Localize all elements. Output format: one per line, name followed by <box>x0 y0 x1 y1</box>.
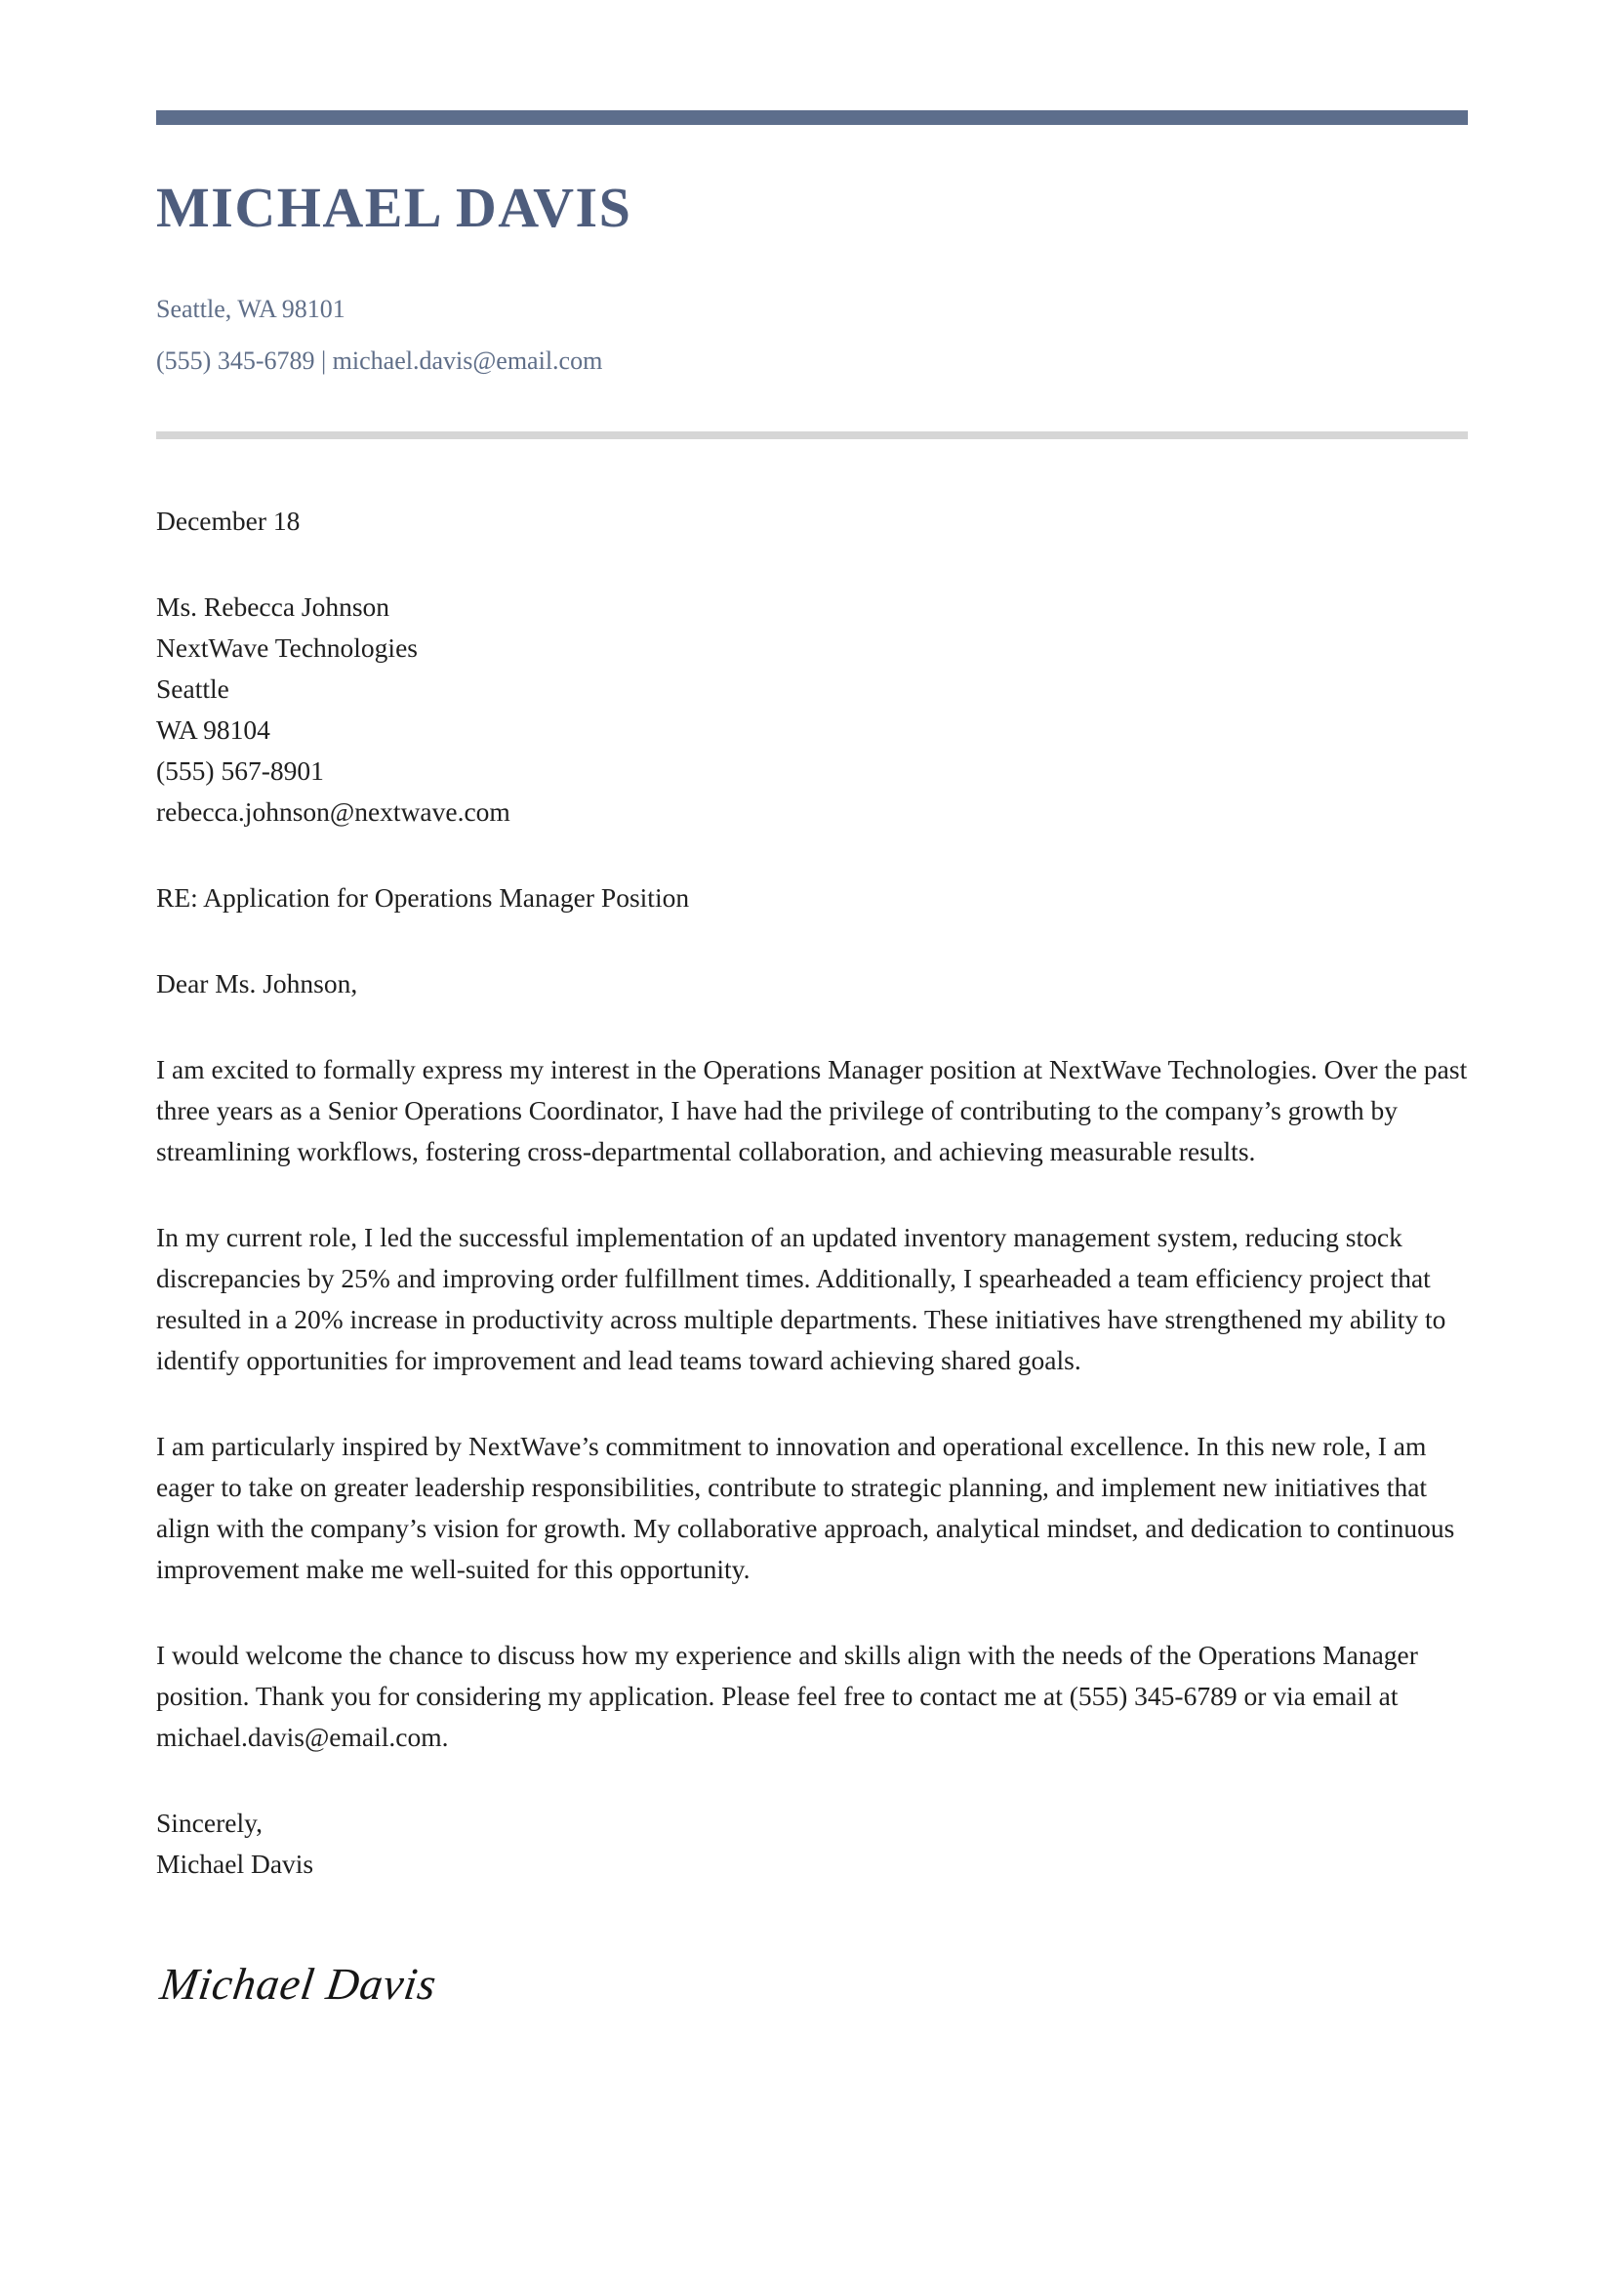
recipient-email: rebecca.johnson@nextwave.com <box>156 796 510 828</box>
recipient-company: NextWave Technologies <box>156 632 418 664</box>
letter-date <box>156 501 1468 542</box>
paragraph-2-text: In my current role, I led the successful implementation of an updated inventory management system, reducing stock discrepancies by 25% and improving order fulfillment times. Additionally, I spearheaded a team efficiency project that resulted in a 20% increase in productivity across multiple departments. These initiatives have strengthened my ability to identify opportunities for improvement and lead teams toward achieving shared goals. <box>156 1222 1446 1376</box>
signature-script: Michael Davis <box>157 1959 440 2010</box>
paragraph-4-text: I would welcome the chance to discuss how my experience and skills align with the needs of the Operations Manager position. Thank you for considering my application. Please feel free to contact me at (555) 345-6789 or via email at michael.davis@email.com. <box>156 1640 1418 1753</box>
paragraph-1-text: I am excited to formally express my interest in the Operations Manager position at NextWave Technologies. Over the past three years as a Senior Operations Coordinator, I have had the privilege of contributing to the company’s growth by streamlining workflows, fostering cross-departmental collaboration, and achieving measurable results. <box>156 1054 1468 1167</box>
recipient-phone: (555) 567-8901 <box>156 755 324 787</box>
recipient-city: Seattle <box>156 673 229 705</box>
subject-text: RE: Application for Operations Manager Position <box>156 882 690 914</box>
page-title: MICHAEL DAVIS <box>156 176 632 239</box>
salutation-text: Dear Ms. Johnson, <box>156 968 358 999</box>
salutation <box>156 963 1468 1004</box>
date-text: December 18 <box>156 506 301 537</box>
paragraph-3 <box>156 1426 1468 1590</box>
header-phone-email: (555) 345-6789 | michael.davis@email.com <box>156 346 603 376</box>
paragraph-4 <box>156 1635 1468 1758</box>
paragraph-1 <box>156 1049 1468 1172</box>
closing-block <box>156 1803 1468 1885</box>
header-location: Seattle, WA 98101 <box>156 294 345 323</box>
header-accent-bar <box>156 110 1468 125</box>
subject-line <box>156 877 1468 918</box>
recipient-name: Ms. Rebecca Johnson <box>156 591 390 623</box>
closing-text: Sincerely, <box>156 1808 263 1839</box>
letter-header <box>156 174 1468 378</box>
header-divider <box>156 431 1468 439</box>
recipient-address <box>156 587 1468 833</box>
signer-name: Michael Davis <box>156 1849 314 1880</box>
recipient-state-zip: WA 98104 <box>156 714 270 746</box>
paragraph-2 <box>156 1217 1468 1381</box>
paragraph-3-text: I am particularly inspired by NextWave’s commitment to innovation and operational excellence. In this new role, I am eager to take on greater leadership responsibilities, contribute to strategic planning, and implement new initiatives that align with the company’s vision for growth. My collaborative approach, analytical mindset, and dedication to continuous improvement make me well-suited for this opportunity. <box>156 1431 1455 1585</box>
letter-body <box>156 501 1468 2015</box>
